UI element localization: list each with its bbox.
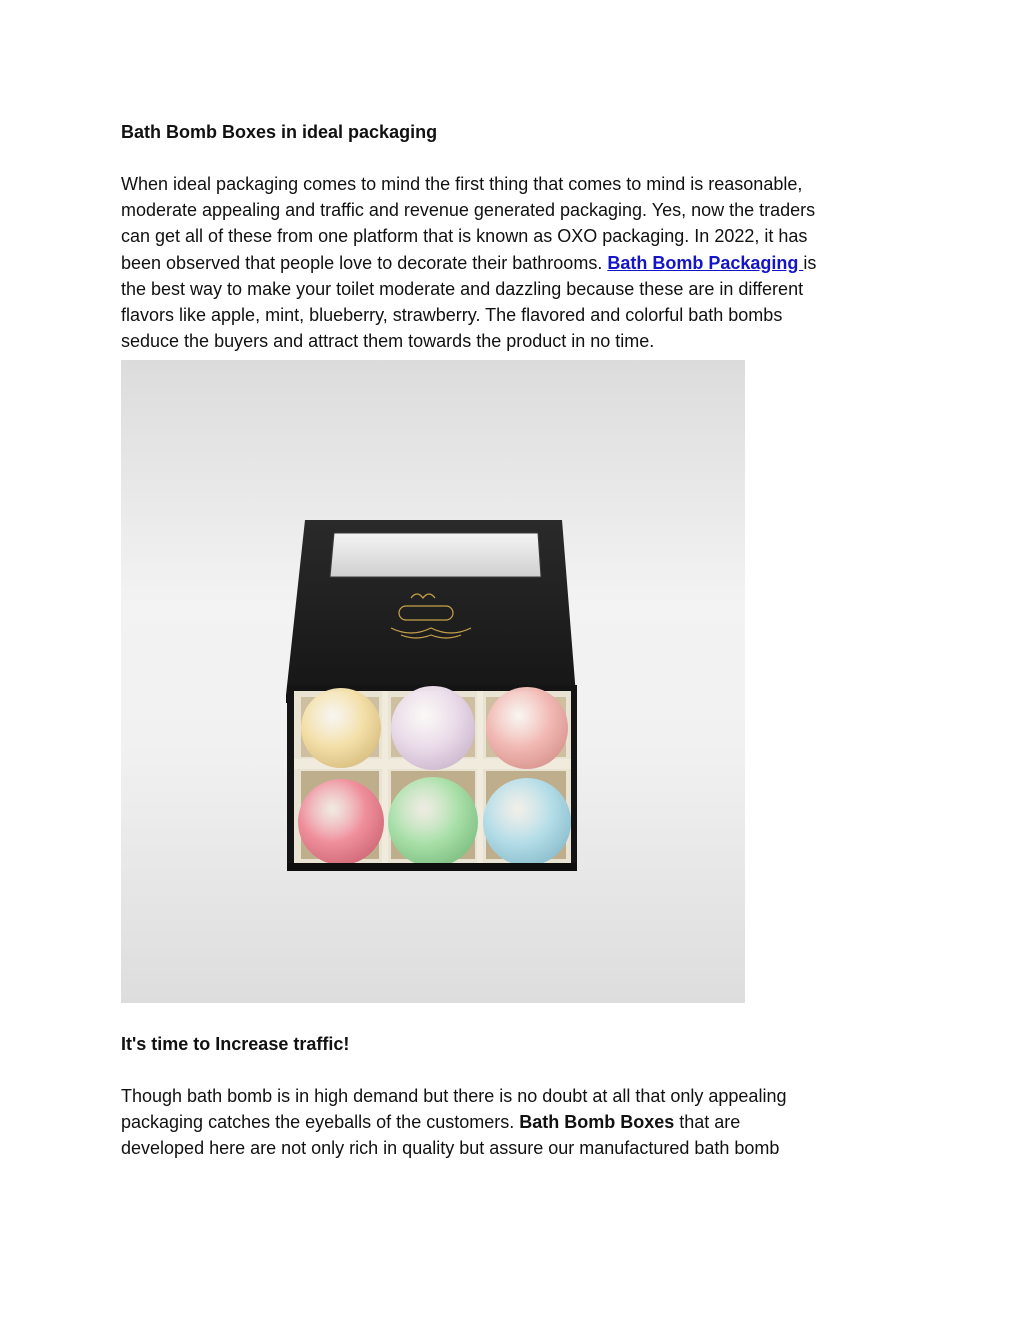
bath-bomb-box-illustration — [121, 360, 745, 1003]
paragraph-line: moderate appealing and traffic and revenue generated packaging. Yes, now the traders — [121, 200, 816, 221]
bath-bomb-blue — [483, 778, 571, 866]
bath-bomb-peach — [486, 687, 568, 769]
bath-bomb-lilac — [391, 686, 475, 770]
paragraph-line-with-bold — [121, 1109, 911, 1135]
paragraph-line-with-link — [121, 250, 911, 276]
paragraph-text: been observed that people love to decorate their bathrooms. — [121, 252, 608, 273]
body-paragraph — [121, 1083, 911, 1162]
product-photo — [121, 360, 745, 1003]
bath-bomb-packaging-link[interactable]: Bath Bomb Packaging — [607, 252, 804, 273]
lid-window — [330, 533, 541, 577]
paragraph-text: is — [803, 252, 817, 273]
bath-bomb-yellow — [301, 688, 381, 768]
paragraph-line: flavors like apple, mint, blueberry, strawberry. The flavored and colorful bath bombs — [121, 305, 783, 326]
paragraph-line: When ideal packaging comes to mind the first thing that comes to mind is reasonable, — [121, 174, 803, 194]
paragraph-line: the best way to make your toilet moderate and dazzling because these are in different — [121, 278, 804, 299]
bold-phrase: Bath Bomb Boxes — [519, 1112, 675, 1133]
section-heading: It's time to Increase traffic! — [121, 1034, 350, 1054]
paragraph-line: can get all of these from one platform that is known as OXO packaging. In 2022, it has — [121, 226, 808, 247]
paragraph-text: that are — [674, 1112, 741, 1133]
paragraph-text: packaging catches the eyeballs of the customers. — [121, 1112, 520, 1133]
intro-paragraph — [121, 171, 911, 354]
bath-bomb-green — [388, 777, 478, 867]
bath-bomb-pink — [298, 779, 384, 865]
section-heading: Bath Bomb Boxes in ideal packaging — [121, 122, 438, 142]
paragraph-line: developed here are not only rich in quality but assure our manufactured bath bomb — [121, 1138, 780, 1159]
paragraph-line: Though bath bomb is in high demand but there is no doubt at all that only appealing — [121, 1086, 787, 1106]
paragraph-line: seduce the buyers and attract them towards the product in no time. — [121, 331, 655, 352]
